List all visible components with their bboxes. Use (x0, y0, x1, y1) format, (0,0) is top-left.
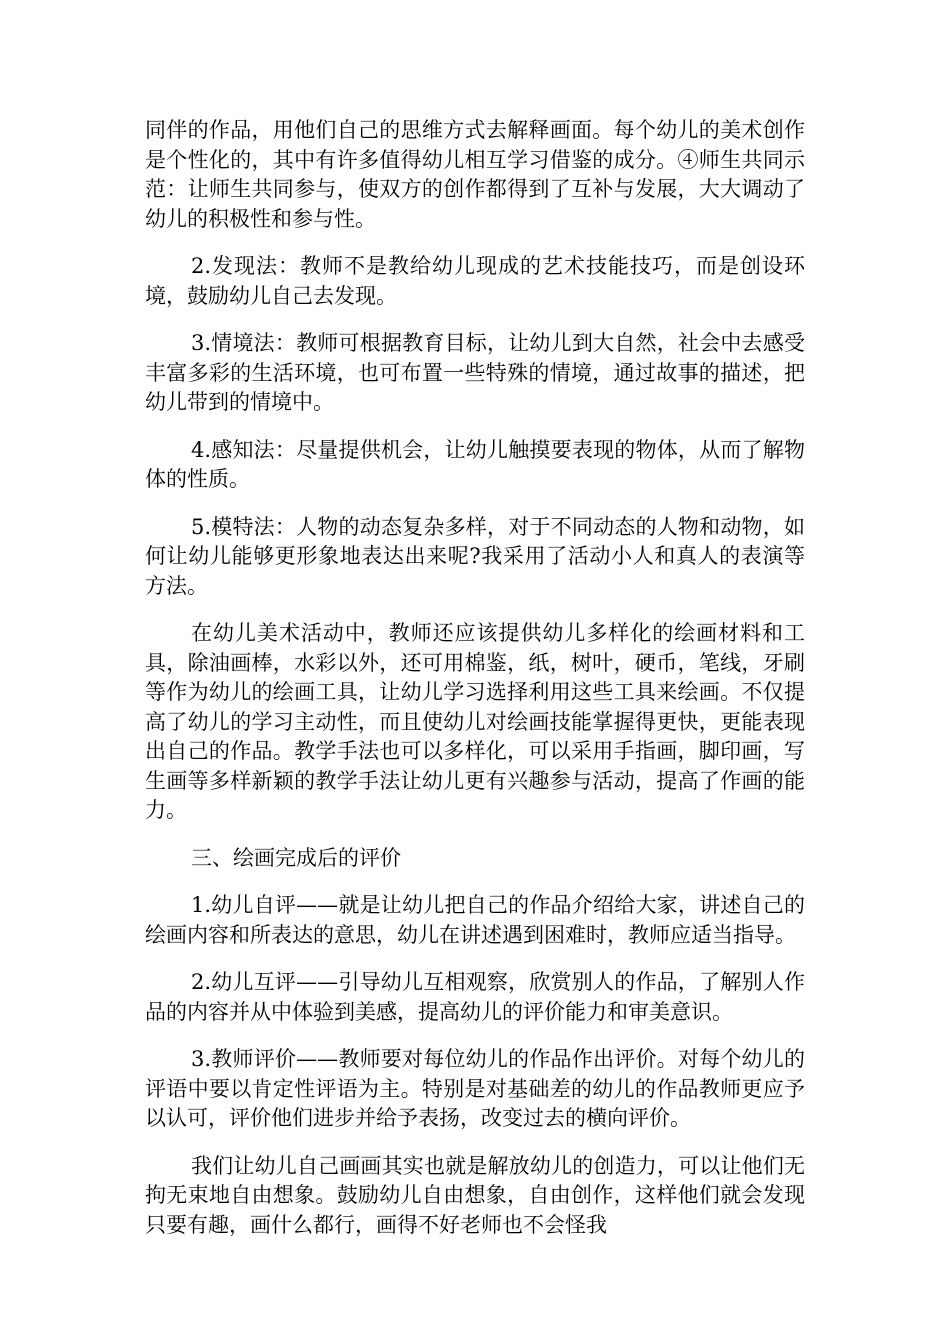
paragraph-conclusion: 我们让幼儿自己画画其实也就是解放幼儿的创造力，可以让他们无拘无束地自由想象。鼓励幼儿自由想象，自由创作，这样他们就会发现只要有趣，画什么都行，画得不好老师也不会怪我 (145, 1153, 805, 1237)
paragraph-materials: 在幼儿美术活动中，教师还应该提供幼儿多样化的绘画材料和工具，除油画棒，水彩以外，还可用棉鉴，纸，树叶，硬币，笔线，牙刷等作为幼儿的绘画工具，让幼儿学习选择利用这些工具来绘画。不仅提高了幼儿的学习主动性，而且使幼儿对绘画技能掌握得更快，更能表现出自己的作品。教学手法也可以多样化，可以采用手指画，脚印画，写生画等多样新颖的教学手法让幼儿更有兴趣参与活动，提高了作画的能力。 (145, 621, 805, 822)
paragraph-teacher-evaluation: 3.教师评价——教师要对每位幼儿的作品作出评价。对每个幼儿的评语中要以肯定性评语为主。特别是对基础差的幼儿的作品教师更应予以认可，评价他们进步并给予表扬，改变过去的横向评价。 (145, 1047, 805, 1130)
section-heading-evaluation: 三、绘画完成后的评价 (191, 845, 401, 870)
document-body (145, 116, 805, 1258)
paragraph-situation-method: 3.情境法：教师可根据教育目标，让幼儿到大自然，社会中去感受丰富多彩的生活环境，也可布置一些特殊的情境，通过故事的描述，把幼儿带到的情境中。 (145, 331, 805, 414)
paragraph-continuation: 同伴的作品，用他们自己的思维方式去解释画面。每个幼儿的美术创作是个性化的，其中有许多值得幼儿相互学习借鉴的成分。④师生共同示范：让师生共同参与，使双方的创作都得到了互补与发展，大大调动了幼儿的积极性和参与性。 (145, 118, 805, 231)
paragraph-perception-method: 4.感知法：尽量提供机会，让幼儿触摸要表现的物体，从而了解物体的性质。 (145, 437, 805, 491)
paragraph-discovery-method: 2.发现法：教师不是教给幼儿现成的艺术技能技巧，而是创设环境，鼓励幼儿自己去发现。 (145, 254, 805, 308)
paragraph-peer-evaluation: 2.幼儿互评——引导幼儿互相观察，欣赏别人的作品，了解别人作品的内容并从中体验到美感，提高幼儿的评价能力和审美意识。 (145, 970, 805, 1024)
paragraph-model-method: 5.模特法：人物的动态复杂多样，对于不同动态的人物和动物，如何让幼儿能够更形象地表达出来呢?我采用了活动小人和真人的表演等方法。 (145, 514, 805, 598)
paragraph-self-evaluation: 1.幼儿自评——就是让幼儿把自己的作品介绍给大家，讲述自己的绘画内容和所表达的意思，幼儿在讲述遇到困难时，教师应适当指导。 (145, 893, 805, 947)
